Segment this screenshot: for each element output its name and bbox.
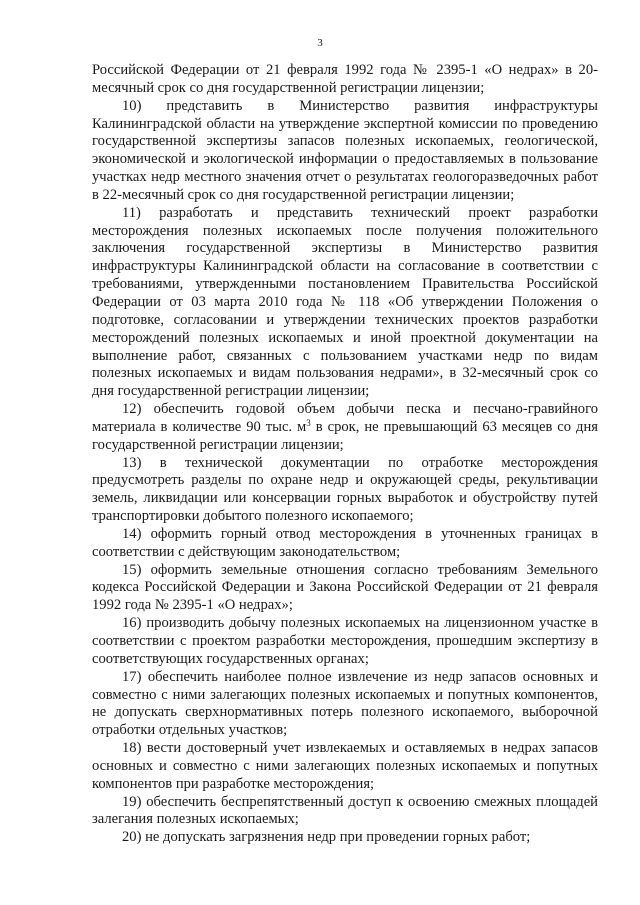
paragraph-item-15: 15) оформить земельные отношения согласно требованиям Земельного кодекса Российской Федерации и Закона Российской Федерации от 21 февраля 1992 года № 2395-1 «О недрах»; [92,561,598,614]
cubic-superscript: 3 [306,417,311,428]
paragraph-item-12 [92,401,598,455]
paragraph-item-14: 14) оформить горный отвод месторождения в уточненных границах в соответствии с действующим законодательством; [92,525,598,560]
paragraph-item-16: 16) производить добычу полезных ископаемых на лицензионном участке в соответствии с проектом разработки месторождения, прошедшим экспертизу в соответствующих государственных органах; [92,615,598,667]
paragraph-item-10: 10) представить в Министерство развития инфраструктуры Калининградской области на утверждение экспертной комиссии по проведению государственной экспертизы запасов полезных ископаемых, геологической, экономической и экологической информации о предоставляемых в пользование участках недр местного значения отчет о результатах геологоразведочных работ в 22-месячный срок со дня государственной регистрации лицензии; [92,97,598,203]
paragraph-item-19: 19) обеспечить беспрепятственный доступ к освоению смежных площадей залегания полезных ископаемых; [92,793,598,828]
paragraph-item-18: 18) вести достоверный учет извлекаемых и оставляемых в недрах запасов основных и совместно с ними залегающих полезных ископаемых и попутных компонентов при разработке месторождения; [92,740,598,792]
paragraph-item-12-text-after: в срок, не превышающий 63 месяцев со дня государственной регистрации лицензии; [92,418,598,453]
paragraph-item-20: 20) не допускать загрязнения недр при проведении горных работ; [122,829,531,846]
paragraph-item-11: 11) разработать и представить технический проект разработки месторождения полезных ископаемых после получения положительного заключения государственной экспертизы в Министерство развития инфраструктуры Калининградской области на согласование в соответствии с требованиями, утвержденными постановлением Правительства Российской Федерации от 03 марта 2010 года № 118 «Об утверждении Положения о подготовке, согласовании и утверждении технических проектов разработки месторождений полезных ископаемых и иной проектной документации на выполнение работ, связанных с пользованием участками недр по видам полезных ископаемых и видам пользования недрами», в 32-месячный срок со дня государственной регистрации лицензии; [92,204,598,400]
paragraph-item-13: 13) в технической документации по отработке месторождения предусмотреть разделы по охране недр и окружающей среды, рекультивации земель, ликвидации или консервации горных выработок и обустройству путей транспортировки добытого полезного ископаемого; [92,454,598,525]
paragraph-item-17: 17) обеспечить наиболее полное извлечение из недр запасов основных и совместно с ними залегающих полезных ископаемых и попутных компонентов, не допускать сверхнормативных потерь полезного ископаемого, выборочной отработки отдельных участков; [92,668,598,739]
paragraph-continuation: Российской Федерации от 21 февраля 1992 года № 2395-1 «О недрах» в 20-месячный срок со дня государственной регистрации лицензии; [92,62,598,96]
document-body [92,62,598,847]
page-number: 3 [317,37,323,49]
paragraph-item-12-text-before: 12) обеспечить годовой объем добычи песка и песчано-гравийного материала в количестве 90 тыс. м [92,401,598,435]
